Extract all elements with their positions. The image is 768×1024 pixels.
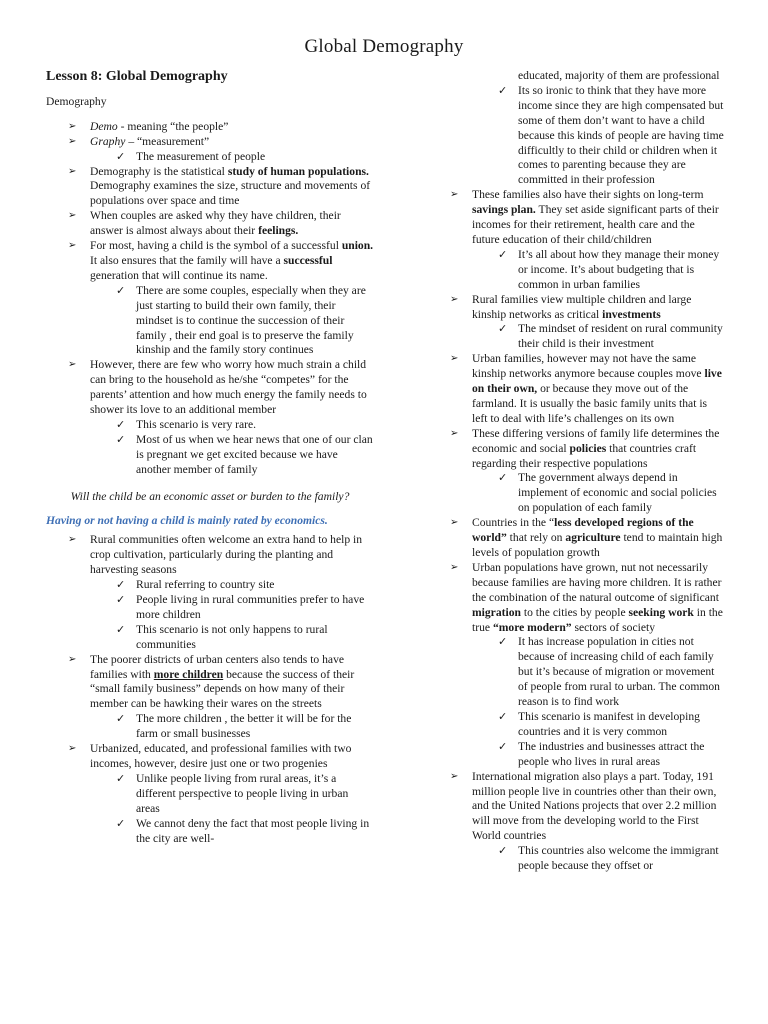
check-icon: ✓ — [498, 472, 508, 485]
text: Urban families, however may not have the same kinship networks anymore because couples move — [472, 352, 705, 381]
check-icon: ✓ — [498, 710, 508, 723]
arrow-bullet-icon: ➢ — [450, 189, 459, 201]
check-rural-people — [46, 593, 374, 623]
bullet-poorer — [46, 653, 374, 713]
bold-text: “more modern” — [492, 620, 572, 634]
demo-term: Demo — [90, 119, 118, 133]
arrow-bullet-icon: ➢ — [450, 427, 459, 439]
text: that rely on — [506, 531, 566, 545]
check-icon: ✓ — [116, 623, 126, 636]
check-rural-site — [46, 578, 374, 593]
check-text: We cannot deny the fact that most people living in the city are well- — [136, 816, 370, 845]
check-increase — [428, 635, 724, 710]
text: International migration also plays a part. Today, 191 million people live in countries other than their own, and the United Nations projects that over 2.2 million will move from the developing world to the First World countries — [472, 769, 717, 843]
bullet-differing — [428, 427, 724, 472]
bullet-urban-families — [428, 352, 724, 427]
bullet-international — [428, 770, 724, 845]
arrow-bullet-icon: ➢ — [450, 561, 459, 573]
bold-underlined-text: more children — [153, 667, 224, 681]
check-icon: ✓ — [498, 740, 508, 753]
text: Countries in the “ — [472, 516, 555, 530]
arrow-bullet-icon: ➢ — [450, 353, 459, 365]
text: The poorer districts of urban centers also tends to have families with — [90, 652, 345, 681]
arrow-bullet-icon: ➢ — [450, 517, 459, 529]
check-icon: ✓ — [116, 594, 126, 606]
check-icon: ✓ — [498, 845, 508, 858]
check-unlike — [46, 772, 374, 817]
bullet-urban-populations — [428, 561, 724, 636]
arrow-bullet-icon: ➢ — [68, 165, 77, 177]
bullet-urbanized — [46, 742, 374, 772]
continued-text: educated, majority of them are professional — [518, 69, 720, 82]
check-icon: ✓ — [498, 248, 508, 261]
arrow-bullet-icon: ➢ — [68, 359, 77, 371]
bold-text: agriculture — [565, 531, 621, 545]
check-text: This countries also welcome the immigrant people because they offset or — [518, 844, 719, 873]
check-text: The industries and businesses attract the people who lives in rural areas — [518, 739, 705, 768]
arrow-bullet-icon: ➢ — [450, 770, 459, 782]
bold-text: investments — [602, 307, 661, 321]
bold-text: migration — [472, 605, 521, 619]
text: to the cities by people — [520, 605, 629, 619]
left-column — [46, 68, 374, 846]
text: For most, having a child is the symbol of a successful — [90, 239, 342, 253]
demo-meaning: - meaning “the people” — [117, 119, 229, 133]
text: However, there are few who worry how much strain a child can bring to the household as he/she “competes” for the parents’ attention and how much energy the family needs to shower its love to an additional member — [90, 358, 367, 417]
check-clan — [46, 433, 374, 478]
section-heading: Having or not having a child is mainly rated by economics. — [46, 514, 328, 528]
check-icon: ✓ — [116, 150, 126, 163]
text: These differing versions of family life determines the economic and social — [472, 426, 720, 455]
check-text: Its so ironic to think that they have more income since they are high compensated but some of them don’t want to have a child because this kinds of people are having time difficultly to their child or children when it comes to parenting because they are committed in their profession — [518, 83, 724, 187]
bullet-rural-view — [428, 293, 724, 323]
check-text: Rural referring to country site — [136, 578, 275, 592]
check-text: It’s all about how they manage their money or income. It’s about budgeting that is common in urban families — [518, 247, 720, 291]
demography-subheading: Demography — [46, 94, 107, 108]
arrow-bullet-icon: ➢ — [68, 743, 77, 755]
check-icon: ✓ — [498, 84, 508, 97]
check-more-children — [46, 712, 374, 742]
bullet-demo — [46, 120, 374, 135]
check-icon: ✓ — [116, 284, 126, 297]
text: in the true — [472, 605, 723, 634]
bold-text: union. — [341, 239, 374, 253]
check-text: Most of us when we hear news that one of our clan is pregnant we get excited because we have another member of family — [136, 432, 373, 476]
check-text: The more children , the better it will be for the farm or small businesses — [136, 712, 352, 741]
right-column — [428, 69, 724, 874]
arrow-bullet-icon: ➢ — [68, 120, 77, 132]
graphy-term: Graphy — [90, 134, 126, 148]
check-icon: ✓ — [116, 772, 126, 785]
check-manage — [428, 248, 724, 293]
check-icon: ✓ — [116, 713, 126, 726]
text: generation that will continue its name. — [90, 268, 268, 282]
bold-text: policies — [569, 441, 607, 455]
check-text: This scenario is very rare. — [136, 417, 257, 431]
arrow-bullet-icon: ➢ — [68, 210, 77, 222]
bullet-rural — [46, 533, 374, 578]
check-cannot-deny — [46, 817, 374, 847]
check-text: There are some couples, especially when they are just starting to build their own family, their mindset is to continue the succession of their family , their end goal is to preserve the family kinship and the family story continues — [136, 283, 366, 357]
bullet-worry — [46, 358, 374, 418]
check-text: The measurement of people — [136, 149, 266, 163]
arrow-bullet-icon: ➢ — [68, 653, 77, 665]
bullet-countries — [428, 516, 724, 561]
arrow-bullet-icon: ➢ — [450, 293, 459, 305]
check-ironic — [428, 84, 724, 188]
text: Urbanized, educated, and professional families with two incomes, however, desire just one or two progenies — [90, 742, 352, 770]
check-text: People living in rural communities prefer to have more children — [136, 593, 365, 621]
check-mindset — [428, 322, 724, 352]
bullet-symbol — [46, 239, 374, 284]
bold-text: feelings. — [258, 224, 299, 238]
check-icon: ✓ — [116, 817, 126, 830]
check-text: Unlike people living from rural areas, it’s a different perspective to people living in urban areas — [136, 771, 349, 815]
arrow-bullet-icon: ➢ — [68, 240, 77, 252]
text: It also ensures that the family will have a — [90, 253, 284, 267]
text: Rural communities often welcome an extra hand to help in crop cultivation, particularly during the planting and harvesting seasons — [90, 533, 363, 577]
bold-text: successful — [283, 253, 333, 267]
check-text: It has increase population in cities not because of increasing child of each family but it’s because of migration or movement of people from rural to urban. The common reason is to find work — [518, 635, 720, 709]
bullet-graphy — [46, 135, 374, 150]
arrow-bullet-icon: ➢ — [68, 534, 77, 546]
text: because the success of their “small family business” depends on how many of their member can be hawking their wares on the streets — [90, 667, 355, 711]
bold-text: study of human populations. — [227, 164, 369, 178]
graphy-meaning: – “measurement” — [125, 134, 210, 148]
text: or because they move out of the farmland. It is usually the basic family units that is left to deal with life’s challenges on its own — [472, 382, 708, 425]
text: that countries craft regarding their respective populations — [472, 441, 697, 470]
check-text: This scenario is manifest in developing countries and it is very common — [518, 709, 700, 738]
check-icon: ✓ — [116, 433, 126, 446]
check-couples — [46, 284, 374, 359]
check-not-only — [46, 623, 374, 653]
bold-text: savings plan. — [472, 203, 536, 217]
check-text: This scenario is not only happens to rural communities — [136, 622, 328, 651]
check-measurement — [46, 150, 374, 165]
bold-text: less developed regions of the world” — [472, 516, 694, 545]
arrow-bullet-icon: ➢ — [68, 135, 77, 147]
bullet-definition — [46, 165, 374, 210]
bold-text: seeking work — [628, 605, 694, 619]
bullet-feelings — [46, 209, 374, 239]
text: tend to maintain high levels of population growth — [472, 531, 723, 559]
check-text: The mindset of resident on rural community their child is their investment — [518, 322, 723, 351]
text: Demography is the statistical — [90, 164, 228, 178]
bullet-savings — [428, 188, 724, 248]
text: Demography examines the size, structure and movements of populations over space and time — [90, 179, 371, 208]
check-rare — [46, 418, 374, 433]
check-text: The government always depend in implement of economic and social policies on population of each family — [518, 471, 717, 515]
text: sectors of society — [571, 620, 655, 634]
page-title: Global Demography — [304, 36, 464, 57]
bold-text: live on their own, — [472, 367, 722, 396]
text: These families also have their sights on long-term — [472, 188, 704, 202]
check-icon: ✓ — [116, 418, 126, 431]
text: Rural families view multiple children and large kinship networks as critical — [472, 292, 692, 321]
check-icon: ✓ — [498, 323, 508, 336]
text: When couples are asked why they have children, their answer is almost always about their — [90, 209, 341, 238]
check-government — [428, 471, 724, 516]
lesson-heading: Lesson 8: Global Demography — [46, 69, 228, 84]
check-icon: ✓ — [498, 636, 508, 649]
text: They set aside significant parts of their incomes for their retirement, health care and the future education of their child/children — [472, 203, 719, 246]
check-welcome — [428, 844, 724, 874]
check-industries — [428, 740, 724, 770]
check-manifest — [428, 710, 724, 740]
check-icon: ✓ — [116, 579, 126, 592]
text: Urban populations have grown, nut not necessarily because families are having more children. It is rather the combination of the natural outcome of significant — [472, 560, 722, 604]
question-text: Will the child be an economic asset or burden to the family? — [70, 489, 350, 503]
